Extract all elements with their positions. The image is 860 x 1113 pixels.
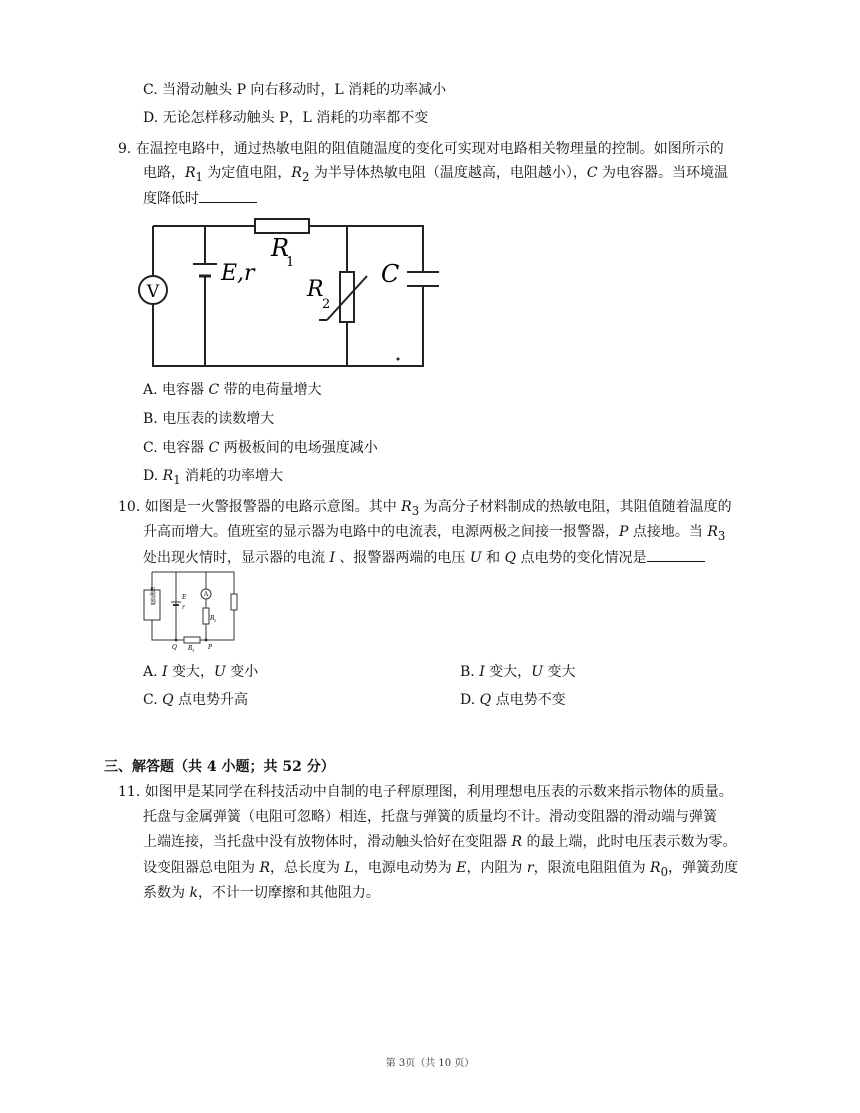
q9-circuit-diagram (135, 214, 445, 374)
q11-line4: 设变阻器总电阻为 R，总长度为 L，电源电动势为 E，内阻为 r，限流电阻阻值为 $R_0$，弹簧劲度 (143, 860, 739, 879)
q10-option-b: B. I 变大，U 变大 (460, 664, 576, 680)
q10-option-c: C. Q 点电势升高 (143, 692, 249, 708)
q9-stem-line2: 电路，$R_1$ 为定值电阻，$R_2$ 为半导体热敏电阻（温度越高，电阻越小），C 为电容器。当环境温 (143, 165, 729, 184)
q11-line1: 11. 如图甲是某同学在科技活动中自制的电子秤原理图，利用理想电压表的示数来指示物体的质量。 (118, 784, 733, 800)
q11-line5: 系数为 k，不计一切摩擦和其他阻力。 (143, 885, 380, 901)
q8-option-c: C. 当滑动触头 P 向右移动时，L 消耗的功率减小 (143, 82, 447, 98)
answer-blank (199, 188, 257, 203)
q10-stem-line3: 处出现火情时，显示器的电流 I 、报警器两端的电压 U 和 Q 点电势的变化情况是 (143, 547, 705, 568)
r1-label: R (271, 234, 290, 262)
emf-label: E (182, 594, 187, 601)
q10-stem-line1: 10. 如图是一火警报警器的电路示意图。其中 $R_3$ 为高分子材料制成的热敏电阻，其阻值随着温度的 (118, 499, 732, 518)
point-p-label: P (208, 644, 213, 651)
q8-option-d: D. 无论怎样移动触头 P，L 消耗的功率都不变 (143, 110, 429, 126)
alarm-label: 报警器 (148, 587, 156, 605)
q10-option-d: D. Q 点电势不变 (460, 692, 566, 708)
r1-subscript: 1 (192, 648, 195, 653)
r1-label: R (188, 645, 193, 652)
q9-option-a: A. 电容器 C 带的电荷量增大 (143, 382, 322, 398)
r1-subscript: 1 (286, 255, 295, 270)
q9-stem-line3: 度降低时 (143, 188, 257, 209)
section-heading: 三、解答题（共 4 小题；共 52 分） (104, 759, 335, 775)
ammeter-label: A (203, 591, 209, 598)
q9-option-c: C. 电容器 C 两极板间的电场强度减小 (143, 440, 378, 456)
q10-option-a: A. I 变大，U 变小 (143, 664, 259, 680)
source-label: E,r (221, 261, 255, 286)
q10-circuit-diagram (140, 568, 244, 654)
q9-option-b: B. 电压表的读数增大 (143, 411, 275, 427)
r2-subscript: 2 (322, 297, 331, 312)
page-footer: 第 3页（共 10 页） (385, 1058, 475, 1069)
q9-stem-line1: 9. 在温控电路中，通过热敏电阻的阻值随温度的变化可实现对电路相关物理量的控制。如图所示的 (118, 141, 724, 157)
q9-option-d: D. $R_1$ 消耗的功率增大 (143, 468, 284, 487)
r2-label: R (307, 277, 324, 302)
q11-line3: 上端连接，当托盘中没有放物体时，滑动触头恰好在变阻器 R 的最上端，此时电压表示数为零。 (143, 834, 737, 850)
q11-line2: 托盘与金属弹簧（电阻可忽略）相连，托盘与弹簧的质量均不计。滑动变阻器的滑动端与弹簧 (143, 809, 717, 825)
q10-stem-line2: 升高而增大。值班室的显示器为电路中的电流表，电源两极之间接一报警器，P 点接地。当 $R_3$ (143, 524, 726, 543)
r2-subscript: 2 (214, 618, 217, 623)
answer-blank (647, 547, 705, 562)
voltmeter-label: V (146, 282, 160, 302)
internal-r-label: r (182, 604, 185, 611)
capacitor-label: C (381, 260, 400, 288)
r2-label: R (210, 615, 215, 622)
point-q-label: Q (172, 644, 177, 651)
